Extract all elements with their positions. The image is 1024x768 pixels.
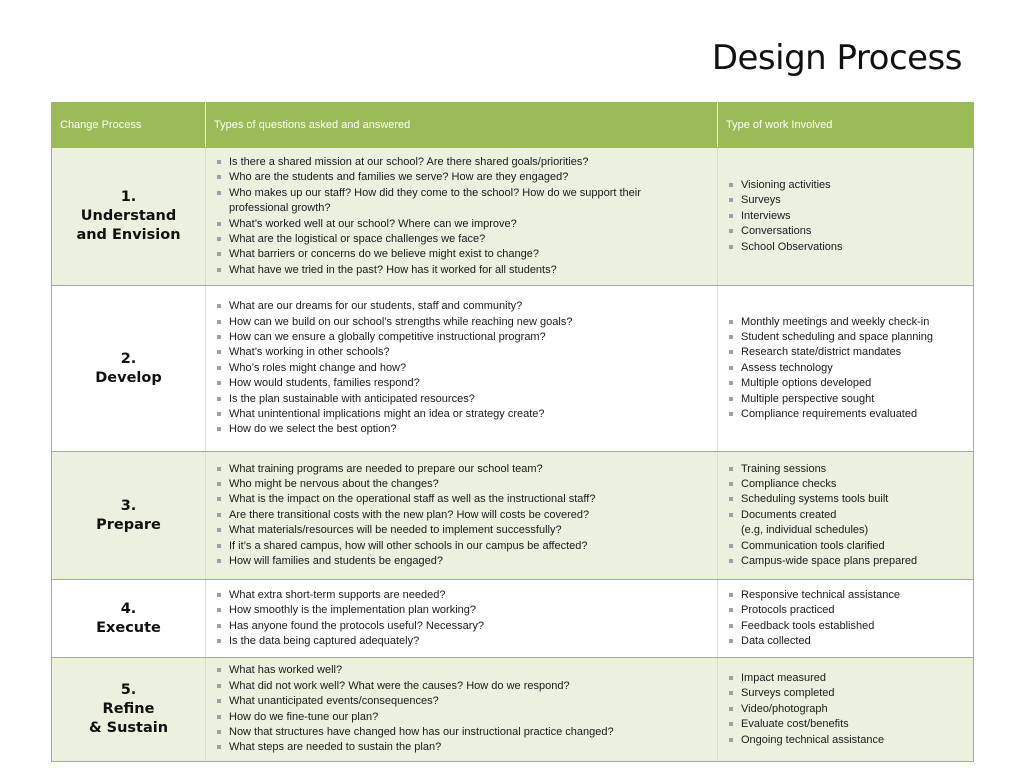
list-item xyxy=(216,407,711,422)
list-item xyxy=(216,186,711,217)
stage-cell xyxy=(52,286,206,452)
questions-cell-list xyxy=(206,299,717,438)
list-item xyxy=(216,539,711,554)
list-item xyxy=(216,232,711,247)
list-item xyxy=(728,209,967,224)
list-item-text: Is there a shared mission at our school? Are there shared goals/priorities? xyxy=(229,155,589,168)
list-item xyxy=(728,554,967,569)
list-item xyxy=(216,725,711,740)
list-item-text: Are there transitional costs with the new plan? How will costs be covered? xyxy=(229,508,590,521)
list-item-text: Multiple options developed xyxy=(741,377,872,390)
stage-label: 5. Refine & Sustain xyxy=(88,682,169,736)
list-item xyxy=(216,619,711,634)
table-row xyxy=(52,580,974,658)
square-bullet-icon xyxy=(217,730,221,734)
list-item xyxy=(216,679,711,694)
list-item xyxy=(728,330,967,345)
list-item-text: What unintentional implications might an idea or strategy create? xyxy=(229,408,545,421)
list-item-text: Who might be nervous about the changes? xyxy=(229,477,439,490)
square-bullet-icon xyxy=(217,237,221,241)
list-item xyxy=(216,170,711,185)
questions-cell-list xyxy=(206,155,717,278)
square-bullet-icon xyxy=(217,544,221,548)
list-item-text: Interviews xyxy=(741,209,791,222)
list-item-text: Visioning activities xyxy=(741,178,831,191)
list-item-text: Student scheduling and space planning xyxy=(741,330,934,343)
list-item-text: What are the logistical or space challenges we face? xyxy=(229,232,486,245)
list-item xyxy=(216,361,711,376)
list-item xyxy=(216,422,711,437)
square-bullet-icon xyxy=(729,397,733,401)
list-item-text: Now that structures have changed how has our instructional practice changed? xyxy=(229,725,614,738)
list-item xyxy=(216,554,711,569)
square-bullet-icon xyxy=(729,544,733,548)
list-item xyxy=(728,588,967,603)
list-item-text: How do we select the best option? xyxy=(229,423,397,436)
stage-cell xyxy=(52,658,206,762)
list-item-text: What steps are needed to sustain the plan? xyxy=(229,741,442,754)
square-bullet-icon xyxy=(729,350,733,354)
list-item-text: Is the plan sustainable with anticipated resources? xyxy=(229,392,475,405)
list-item-text: Surveys xyxy=(741,194,781,207)
list-item xyxy=(216,155,711,170)
list-item-text: What’s worked well at our school? Where can we improve? xyxy=(229,217,517,230)
stage-label: 2. Develop xyxy=(95,350,162,386)
list-item xyxy=(728,407,967,422)
questions-cell xyxy=(206,148,718,286)
square-bullet-icon xyxy=(729,624,733,628)
square-bullet-icon xyxy=(729,639,733,643)
square-bullet-icon xyxy=(217,335,221,339)
list-item xyxy=(728,539,967,554)
list-item-text: Data collected xyxy=(741,634,811,647)
list-item xyxy=(216,740,711,755)
square-bullet-icon xyxy=(217,482,221,486)
square-bullet-icon xyxy=(217,668,221,672)
list-item xyxy=(728,686,967,701)
list-item-text: Monthly meetings and weekly check-in xyxy=(741,315,930,328)
list-item-text: What unanticipated events/consequences? xyxy=(229,695,439,708)
list-item xyxy=(216,330,711,345)
list-item-text: How do we fine-tune our plan? xyxy=(229,710,379,723)
square-bullet-icon xyxy=(217,467,221,471)
list-item xyxy=(216,376,711,391)
square-bullet-icon xyxy=(217,427,221,431)
header-questions: Types of questions asked and answered xyxy=(206,103,718,148)
list-item-text: Scheduling systems tools built xyxy=(741,493,889,506)
square-bullet-icon xyxy=(217,513,221,517)
list-item xyxy=(216,634,711,649)
square-bullet-icon xyxy=(217,268,221,272)
list-item-text: How can we ensure a globally competitive instructional program? xyxy=(229,330,546,343)
square-bullet-icon xyxy=(729,608,733,612)
square-bullet-icon xyxy=(217,252,221,256)
list-item xyxy=(728,477,967,492)
list-item xyxy=(216,247,711,262)
list-item-text: What extra short-term supports are needed? xyxy=(229,588,446,601)
list-item-text: Protocols practiced xyxy=(741,604,835,617)
list-item-text: Compliance checks xyxy=(741,477,837,490)
square-bullet-icon xyxy=(729,381,733,385)
table-row xyxy=(52,286,974,452)
table-row xyxy=(52,658,974,762)
square-bullet-icon xyxy=(217,222,221,226)
list-item-text: Responsive technical assistance xyxy=(741,588,900,601)
square-bullet-icon xyxy=(217,381,221,385)
square-bullet-icon xyxy=(217,366,221,370)
list-item-text: Feedback tools established xyxy=(741,619,875,632)
list-item xyxy=(728,702,967,717)
questions-cell xyxy=(206,580,718,658)
list-item-text: What materials/resources will be needed to implement successfully? xyxy=(229,524,562,537)
table-row xyxy=(52,148,974,286)
list-item xyxy=(728,392,967,407)
work-cell-list xyxy=(718,671,973,748)
list-item xyxy=(728,462,967,477)
square-bullet-icon xyxy=(729,593,733,597)
square-bullet-icon xyxy=(217,745,221,749)
list-item xyxy=(728,671,967,686)
page-title: Design Process xyxy=(711,38,962,78)
square-bullet-icon xyxy=(729,198,733,202)
table-body xyxy=(52,148,974,762)
stage-cell xyxy=(52,452,206,580)
list-item-text: Communication tools clarified xyxy=(741,539,885,552)
list-item-text: Conversations xyxy=(741,225,812,238)
work-cell-list xyxy=(718,588,973,650)
square-bullet-icon xyxy=(217,350,221,354)
header-work: Type of work Involved xyxy=(718,103,974,148)
square-bullet-icon xyxy=(217,699,221,703)
list-item xyxy=(728,376,967,391)
square-bullet-icon xyxy=(729,183,733,187)
list-item-text: What have we tried in the past? How has it worked for all students? xyxy=(229,263,557,276)
square-bullet-icon xyxy=(217,639,221,643)
square-bullet-icon xyxy=(729,412,733,416)
list-item xyxy=(728,603,967,618)
list-item xyxy=(728,178,967,193)
list-item-text: Is the data being captured adequately? xyxy=(229,634,420,647)
list-item xyxy=(216,462,711,477)
square-bullet-icon xyxy=(217,528,221,532)
list-item-text: What are our dreams for our students, staff and community? xyxy=(229,300,523,313)
square-bullet-icon xyxy=(217,497,221,501)
list-item-text: Has anyone found the protocols useful? Necessary? xyxy=(229,619,484,632)
questions-cell xyxy=(206,658,718,762)
list-item-text: Ongoing technical assistance xyxy=(741,733,885,746)
list-item xyxy=(728,224,967,239)
list-item-text: How will families and students be engaged? xyxy=(229,555,444,568)
list-item xyxy=(216,392,711,407)
work-cell xyxy=(718,580,974,658)
work-cell-list xyxy=(718,178,973,255)
square-bullet-icon xyxy=(217,608,221,612)
square-bullet-icon xyxy=(729,497,733,501)
list-item xyxy=(216,315,711,330)
square-bullet-icon xyxy=(729,559,733,563)
list-item xyxy=(728,634,967,649)
list-item xyxy=(728,315,967,330)
list-item-text: Training sessions xyxy=(741,462,827,475)
table-header-row xyxy=(52,103,974,148)
list-item xyxy=(728,240,967,255)
square-bullet-icon xyxy=(729,722,733,726)
square-bullet-icon xyxy=(217,412,221,416)
list-item xyxy=(216,694,711,709)
questions-cell-list xyxy=(206,663,717,755)
work-cell-list xyxy=(718,462,973,570)
square-bullet-icon xyxy=(217,684,221,688)
questions-cell-list xyxy=(206,462,717,570)
list-item-text: Video/photograph xyxy=(741,702,828,715)
list-item xyxy=(728,717,967,732)
square-bullet-icon xyxy=(729,513,733,517)
stage-label: 1. Understand and Envision xyxy=(76,189,181,243)
square-bullet-icon xyxy=(729,676,733,680)
square-bullet-icon xyxy=(729,482,733,486)
square-bullet-icon xyxy=(217,397,221,401)
square-bullet-icon xyxy=(217,175,221,179)
list-item xyxy=(216,603,711,618)
list-item-text: What barriers or concerns do we believe might exist to change? xyxy=(229,248,539,261)
work-cell xyxy=(718,286,974,452)
list-item-text: Campus-wide space plans prepared xyxy=(741,555,918,568)
list-item-text: How can we build on our school’s strengths while reaching new goals? xyxy=(229,315,573,328)
list-item-text: How would students, families respond? xyxy=(229,377,420,390)
square-bullet-icon xyxy=(729,214,733,218)
list-item xyxy=(216,663,711,678)
work-cell-list xyxy=(718,315,973,423)
list-item xyxy=(216,217,711,232)
list-item-text: If it’s a shared campus, how will other schools in our campus be affected? xyxy=(229,539,588,552)
square-bullet-icon xyxy=(729,229,733,233)
square-bullet-icon xyxy=(729,245,733,249)
square-bullet-icon xyxy=(217,593,221,597)
header-change-process: Change Process xyxy=(52,103,206,148)
list-item xyxy=(728,508,967,539)
square-bullet-icon xyxy=(217,624,221,628)
work-cell xyxy=(718,658,974,762)
list-item-text: Who makes up our staff? How did they come to the school? How do we support their professional growth? xyxy=(229,186,641,215)
list-item-text: Impact measured xyxy=(741,671,826,684)
square-bullet-icon xyxy=(217,160,221,164)
square-bullet-icon xyxy=(217,320,221,324)
list-item xyxy=(216,710,711,725)
list-item xyxy=(216,508,711,523)
square-bullet-icon xyxy=(217,715,221,719)
list-item-text: School Observations xyxy=(741,240,843,253)
list-item xyxy=(728,733,967,748)
list-item-text: What has worked well? xyxy=(229,664,343,677)
square-bullet-icon xyxy=(729,738,733,742)
list-item-text: Compliance requirements evaluated xyxy=(741,408,918,421)
list-item xyxy=(216,345,711,360)
square-bullet-icon xyxy=(729,366,733,370)
square-bullet-icon xyxy=(729,320,733,324)
list-item-text: Research state/district mandates xyxy=(741,346,902,359)
list-item-text: Assess technology xyxy=(741,361,833,374)
list-item-text: Documents created (e.g, individual schedules) xyxy=(741,508,869,537)
stage-label: 3. Prepare xyxy=(96,497,161,533)
list-item xyxy=(216,299,711,314)
list-item xyxy=(728,193,967,208)
list-item xyxy=(728,361,967,376)
work-cell xyxy=(718,452,974,580)
questions-cell xyxy=(206,452,718,580)
questions-cell-list xyxy=(206,588,717,650)
stage-cell xyxy=(52,580,206,658)
list-item-text: Who are the students and families we serve? How are they engaged? xyxy=(229,171,569,184)
square-bullet-icon xyxy=(217,559,221,563)
list-item xyxy=(216,523,711,538)
list-item xyxy=(728,619,967,634)
square-bullet-icon xyxy=(217,304,221,308)
list-item xyxy=(216,588,711,603)
square-bullet-icon xyxy=(729,335,733,339)
list-item xyxy=(216,263,711,278)
list-item-text: What is the impact on the operational staff as well as the instructional staff? xyxy=(229,493,596,506)
list-item-text: Who’s roles might change and how? xyxy=(229,361,407,374)
list-item-text: Multiple perspective sought xyxy=(741,392,875,405)
list-item-text: Evaluate cost/benefits xyxy=(741,718,849,731)
list-item xyxy=(216,492,711,507)
list-item xyxy=(728,345,967,360)
work-cell xyxy=(718,148,974,286)
list-item-text: How smoothly is the implementation plan working? xyxy=(229,604,477,617)
table-row xyxy=(52,452,974,580)
square-bullet-icon xyxy=(729,691,733,695)
stage-cell xyxy=(52,148,206,286)
square-bullet-icon xyxy=(217,191,221,195)
list-item-text: Surveys completed xyxy=(741,687,835,700)
list-item-text: What did not work well? What were the causes? How do we respond? xyxy=(229,679,570,692)
list-item xyxy=(728,492,967,507)
square-bullet-icon xyxy=(729,467,733,471)
questions-cell xyxy=(206,286,718,452)
design-process-table xyxy=(51,102,974,762)
stage-label: 4. Execute xyxy=(96,600,161,636)
list-item xyxy=(216,477,711,492)
list-item-text: What’s working in other schools? xyxy=(229,346,390,359)
square-bullet-icon xyxy=(729,707,733,711)
list-item-text: What training programs are needed to prepare our school team? xyxy=(229,462,543,475)
